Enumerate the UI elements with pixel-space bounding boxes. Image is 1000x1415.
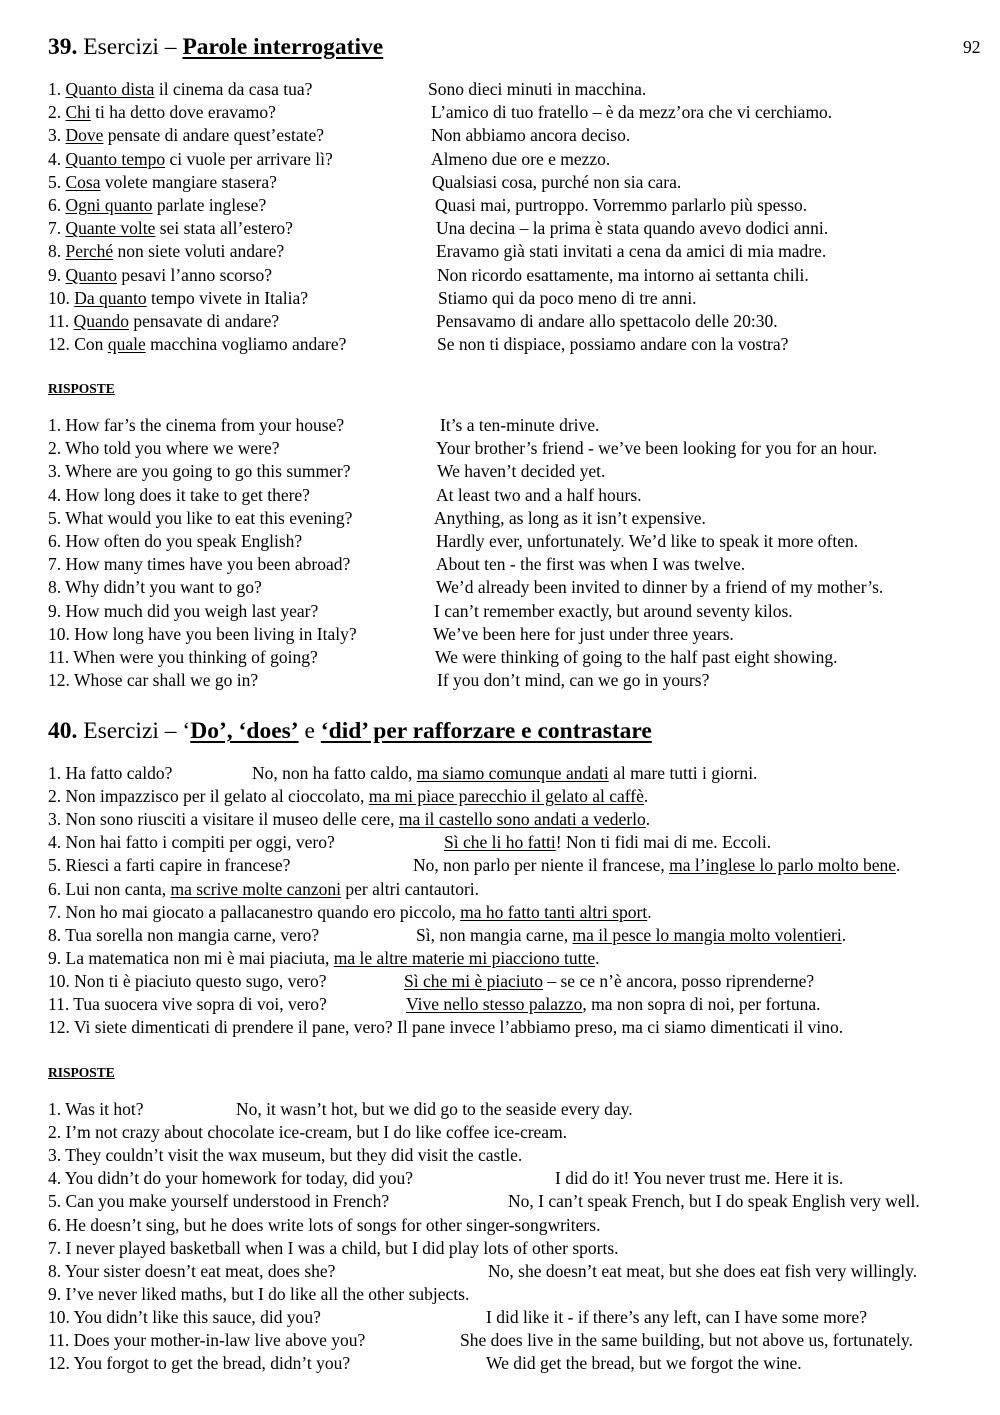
response-text: Sì, non mangia carne, (416, 924, 573, 945)
question-text: ti ha detto dove eravamo? (90, 102, 276, 123)
list-item (436, 437, 877, 459)
list-item (48, 762, 172, 784)
list-item (434, 507, 706, 529)
question-text: volete mangiare stasera? (100, 171, 277, 192)
item-number: 6. (48, 878, 62, 899)
response-emphasis: ma le altre materie mi piacciono tutte (333, 947, 596, 968)
question-word: Quante volte (65, 218, 156, 239)
answer-text: Your brother’s friend - we’ve been looking for you for an hour. (436, 438, 878, 459)
response-emphasis: Sì che mi è piaciuto (404, 970, 543, 991)
question-text: Who told you where we were? (65, 438, 280, 459)
item-number: 4. (48, 832, 62, 853)
list-item (48, 785, 648, 807)
question-word: Chi (65, 102, 91, 123)
list-item (404, 970, 814, 992)
list-item (48, 1329, 365, 1351)
list-item (48, 78, 312, 100)
item-number: 1. (48, 763, 62, 783)
question-text: Why didn’t you want to go? (65, 577, 262, 598)
response-emphasis: ma scrive molte canzoni (170, 878, 342, 899)
question-text: How far’s the cinema from your house? (65, 415, 345, 435)
answer-text: Non ricordo esattamente, ma intorno ai settanta chili. (437, 264, 809, 285)
question-text: parlate inglese? (152, 195, 267, 215)
answer-text: It’s a ten-minute drive. (440, 415, 600, 435)
risposte-label: RISPOSTE (48, 381, 115, 396)
section-prefix: Esercizi – (77, 34, 183, 60)
item-number: 5. (48, 171, 62, 192)
answer-text: Una decina – la prima è stata quando avevo dodici anni. (436, 218, 829, 239)
question-text: pensate di andare quest’estate? (103, 125, 324, 146)
answer-text: Quasi mai, purtroppo. Vorremmo parlarlo più spesso. (435, 195, 808, 215)
list-item (555, 1167, 843, 1189)
list-item (48, 1352, 350, 1374)
question-text: macchina vogliamo andare? (145, 334, 347, 355)
question-text: Can you make yourself understood in French? (65, 1191, 390, 1212)
response-text: No, non ha fatto caldo, (252, 763, 417, 783)
list-item (48, 437, 279, 459)
item-number: 7. (48, 554, 62, 575)
list-item (48, 623, 357, 645)
answer-text: Qualsiasi cosa, purché non sia cara. (432, 171, 682, 192)
question-text: What would you like to eat this evening? (65, 507, 353, 528)
list-item (437, 333, 788, 355)
list-item (508, 1190, 920, 1212)
list-item (48, 947, 600, 969)
item-number: 2. (48, 438, 62, 459)
list-item (48, 576, 262, 598)
item-number: 11. (48, 311, 70, 331)
page-number: 92 (963, 37, 981, 57)
item-number: 3. (48, 1145, 62, 1166)
item-number: 9. (48, 947, 62, 968)
response-emphasis: ma siamo comunque andati (416, 763, 609, 783)
item-text: Non ho mai giocato a pallacanestro quando ero piccolo, (65, 901, 461, 922)
list-item (435, 646, 837, 668)
list-item (431, 148, 610, 170)
answer-text: I did like it - if there’s any left, can I have some more? (486, 1306, 867, 1327)
list-item (48, 1214, 600, 1236)
list-item (48, 484, 310, 506)
item-number: 11. (48, 994, 70, 1014)
question-text: non siete voluti andare? (113, 241, 285, 262)
list-item (436, 240, 826, 262)
item-text: Lui non canta, (65, 878, 171, 899)
list-item (486, 1306, 867, 1328)
response-text: No, non parlo per niente il francese, (413, 855, 670, 876)
response-text: . (643, 786, 649, 807)
list-item (48, 460, 350, 482)
item-text: Non hai fatto i compiti per oggi, vero? (65, 832, 335, 853)
question-text: il cinema da casa tua? (154, 79, 313, 99)
section-title-2: ‘did’ per rafforzare e contrastare (320, 718, 652, 744)
item-number: 8. (48, 1260, 62, 1281)
question-text: You didn’t do your homework for today, did you? (64, 1168, 414, 1189)
question-text: You didn’t like this sauce, did you? (73, 1306, 321, 1327)
list-item (413, 854, 900, 876)
question-word: Dove (65, 125, 104, 146)
item-number: 5. (48, 855, 62, 876)
answer-text: We did get the bread, but we forgot the wine. (486, 1353, 802, 1374)
list-item (416, 924, 846, 946)
list-item (434, 600, 793, 622)
item-number: 12. (48, 670, 70, 691)
answer-text: Se non ti dispiace, possiamo andare con la vostra? (437, 334, 789, 355)
answer-text: Hardly ever, unfortunately. We’d like to speak it more often. (436, 531, 859, 551)
response-text: , ma non sopra di noi, per fortuna. (582, 994, 821, 1014)
list-item (48, 1144, 522, 1166)
question-word: quale (107, 334, 146, 355)
answer-text: Pensavamo di andare allo spettacolo delle 20:30. (436, 311, 778, 331)
question-word: Quanto (65, 264, 118, 285)
list-item (48, 310, 279, 332)
list-item (428, 78, 646, 100)
list-item (444, 831, 771, 853)
question-text: They couldn’t visit the wax museum, but they did visit the castle. (65, 1145, 523, 1166)
list-item (48, 287, 308, 309)
list-item (48, 1190, 389, 1212)
item-number: 4. (48, 1168, 62, 1189)
question-text: When were you thinking of going? (73, 647, 318, 667)
list-item (48, 808, 650, 830)
item-text: Vi siete dimenticati di prendere il pane, vero? Il pane invece l’abbiamo preso, ma ci siamo dimenticati il vino. (73, 1017, 844, 1038)
item-number: 5. (48, 1191, 62, 1212)
item-number: 3. (48, 809, 62, 830)
question-text: How often do you speak English? (65, 531, 303, 551)
item-number: 3. (48, 461, 62, 482)
question-text: Was it hot? (65, 1099, 144, 1119)
question-text: tempo vivete in Italia? (146, 287, 308, 308)
item-number: 2. (48, 786, 62, 807)
response-emphasis: Vive nello stesso palazzo (406, 994, 583, 1014)
response-text: . (595, 947, 600, 968)
item-number: 8. (48, 924, 62, 945)
answer-text: No, it wasn’t hot, but we did go to the seaside every day. (236, 1099, 633, 1119)
item-text: Non impazzisco per il gelato al cioccolato, (65, 786, 369, 807)
list-item (48, 1260, 335, 1282)
list-item (431, 124, 630, 146)
question-word: Perché (65, 241, 114, 262)
section-title: Do’, ‘does’ (190, 718, 299, 744)
list-item (48, 831, 335, 853)
list-item (48, 1167, 413, 1189)
section-39-heading (48, 32, 383, 62)
list-item (436, 217, 828, 239)
item-number: 8. (48, 241, 62, 262)
answer-text: We haven’t decided yet. (437, 461, 606, 482)
list-item (48, 1237, 619, 1259)
list-item (436, 553, 745, 575)
item-number: 10. (48, 1306, 70, 1327)
section-prefix: Esercizi – ‘ (77, 718, 191, 744)
list-item (437, 264, 809, 286)
list-item (48, 646, 318, 668)
item-number: 1. (48, 79, 62, 99)
response-text: . (841, 924, 847, 945)
list-item (48, 669, 258, 691)
risposte-label: RISPOSTE (48, 1065, 115, 1080)
item-text: Non sono riusciti a visitare il museo delle cere, (65, 809, 399, 830)
question-text: He doesn’t sing, but he does write lots of songs for other singer-songwriters. (65, 1214, 601, 1235)
list-item (436, 484, 642, 506)
question-text: How long does it take to get there? (65, 484, 310, 505)
list-item (48, 970, 327, 992)
question-text: Whose car shall we go in? (73, 670, 259, 691)
question-word: Da quanto (74, 287, 147, 308)
answer-text: She does live in the same building, but not above us, fortunately. (460, 1330, 913, 1350)
item-number: 4. (48, 484, 62, 505)
list-item (48, 414, 344, 436)
question-text: pensavate di andare? (129, 311, 280, 331)
response-emphasis: ma l’inglese lo parlo molto bene (669, 855, 897, 876)
list-item (48, 124, 324, 146)
response-text: . (645, 809, 651, 830)
list-item (437, 460, 605, 482)
answer-text: We’ve been here for just under three years. (433, 623, 734, 644)
item-number: 10. (48, 287, 70, 308)
item-number: 12. (48, 1017, 70, 1038)
answer-text: I did do it! You never trust me. Here it is. (555, 1168, 844, 1189)
response-emphasis: ma mi piace parecchio il gelato al caffè (368, 786, 644, 807)
response-emphasis: ma il pesce lo mangia molto volentieri (572, 924, 842, 945)
answer-text: No, I can’t speak French, but I do speak English very well. (508, 1191, 920, 1212)
list-item (48, 924, 319, 946)
question-text: I’m not crazy about chocolate ice-cream, but I do like coffee ice-cream. (65, 1122, 568, 1143)
question-text: Does your mother-in-law live above you? (73, 1330, 366, 1350)
list-item (48, 854, 290, 876)
response-text: per altri cantautori. (341, 878, 480, 899)
list-item (236, 1098, 633, 1120)
list-item (440, 414, 599, 436)
item-number: 8. (48, 577, 62, 598)
response-text: . (896, 855, 901, 876)
item-number: 5. (48, 507, 62, 528)
list-item (48, 217, 293, 239)
item-number: 7. (48, 1237, 62, 1258)
list-item (48, 530, 302, 552)
item-number: 7. (48, 901, 62, 922)
list-item (48, 1283, 469, 1305)
answer-text: Sono dieci minuti in macchina. (428, 79, 647, 99)
list-item (48, 901, 652, 923)
answer-text: At least two and a half hours. (436, 484, 642, 505)
section-title: Parole interrogative (182, 34, 384, 60)
question-text: Where are you going to go this summer? (65, 461, 351, 482)
section-title-mid: e (298, 718, 321, 744)
answer-text: Anything, as long as it isn’t expensive. (434, 507, 706, 528)
answer-text: I can’t remember exactly, but around seventy kilos. (434, 600, 793, 621)
item-number: 6. (48, 195, 62, 215)
item-number: 1. (48, 1099, 62, 1119)
list-item (48, 101, 276, 123)
list-item (437, 669, 709, 691)
list-item (435, 194, 807, 216)
answer-text: Non abbiamo ancora deciso. (431, 125, 631, 146)
item-number: 11. (48, 647, 70, 667)
question-text: I’ve never liked maths, but I do like all the other subjects. (65, 1283, 470, 1304)
list-item (48, 1016, 843, 1038)
item-text: Tua sorella non mangia carne, vero? (65, 924, 320, 945)
response-text: ! Non ti fidi mai di me. Eccoli. (555, 832, 772, 853)
list-item (436, 576, 883, 598)
list-item (48, 1121, 567, 1143)
list-item (48, 333, 346, 355)
item-number: 10. (48, 970, 70, 991)
question-text: ci vuole per arrivare lì? (165, 148, 333, 169)
list-item (431, 101, 832, 123)
item-number: 12. (48, 1353, 70, 1374)
item-number: 1. (48, 415, 62, 435)
response-text: . (647, 901, 652, 922)
question-text: How much did you weigh last year? (65, 600, 319, 621)
answer-text: We’d already been invited to dinner by a friend of my mother’s. (436, 577, 884, 598)
list-item (460, 1329, 913, 1351)
response-emphasis: Sì che li ho fatti (444, 832, 556, 853)
item-text: La matematica non mi è mai piaciuta, (65, 947, 334, 968)
item-text: Non ti è piaciuto questo sugo, vero? (74, 970, 327, 991)
item-number: 9. (48, 264, 62, 285)
item-number: 2. (48, 1122, 62, 1143)
item-text: Tua suocera vive sopra di voi, vero? (73, 994, 327, 1014)
list-item (48, 240, 284, 262)
response-text: al mare tutti i giorni. (608, 763, 758, 783)
item-number: 10. (48, 623, 70, 644)
list-item (48, 507, 352, 529)
question-word: Quanto dista (65, 79, 155, 99)
item-number: 6. (48, 531, 62, 551)
list-item (48, 264, 272, 286)
answer-text: If you don’t mind, can we go in yours? (437, 670, 710, 691)
list-item (406, 993, 820, 1015)
item-number: 2. (48, 102, 62, 123)
list-item (48, 148, 333, 170)
item-number: 4. (48, 148, 62, 169)
answer-text: About ten - the first was when I was twelve. (436, 554, 746, 575)
response-text: – se ce n’è ancora, posso riprenderne? (543, 970, 815, 991)
question-word: Quanto tempo (65, 148, 166, 169)
list-item (432, 171, 681, 193)
item-number: 11. (48, 1330, 70, 1350)
answer-text: Stiamo qui da poco meno di tre anni. (438, 287, 697, 308)
item-number: 7. (48, 218, 62, 239)
list-item (486, 1352, 802, 1374)
question-word: Quando (73, 311, 130, 331)
item-text: Riesci a farti capire in francese? (65, 855, 291, 876)
question-text: How long have you been living in Italy? (74, 623, 357, 644)
answer-text: We were thinking of going to the half past eight showing. (435, 647, 838, 667)
response-emphasis: ma ho fatto tanti altri sport (460, 901, 648, 922)
question-text: pesavi l’anno scorso? (117, 264, 273, 285)
answer-text: No, she doesn’t eat meat, but she does eat fish very willingly. (488, 1260, 918, 1281)
list-item (48, 1098, 144, 1120)
list-item (436, 310, 778, 332)
section-40-heading (48, 716, 652, 746)
list-item (433, 623, 734, 645)
question-text: Con (74, 334, 108, 355)
section-number: 40. (48, 718, 78, 744)
list-item (48, 194, 266, 216)
list-item (48, 600, 318, 622)
answer-text: Almeno due ore e mezzo. (431, 148, 611, 169)
item-number: 9. (48, 600, 62, 621)
question-text: I never played basketball when I was a child, but I did play lots of other sports. (65, 1237, 619, 1258)
list-item (48, 878, 479, 900)
question-word: Ogni quanto (65, 195, 153, 215)
item-number: 9. (48, 1283, 62, 1304)
list-item (48, 171, 277, 193)
item-number: 6. (48, 1214, 62, 1235)
question-text: You forgot to get the bread, didn’t you? (73, 1353, 351, 1374)
question-text: sei stata all’estero? (155, 218, 293, 239)
question-word: Cosa (65, 171, 101, 192)
item-number: 3. (48, 125, 62, 146)
list-item (488, 1260, 917, 1282)
list-item (48, 993, 327, 1015)
section-number: 39. (48, 34, 78, 60)
item-number: 12. (48, 334, 70, 355)
list-item (438, 287, 697, 309)
item-text: Ha fatto caldo? (65, 763, 173, 783)
question-text: Your sister doesn’t eat meat, does she? (64, 1260, 336, 1281)
response-emphasis: ma il castello sono andati a vederlo (398, 809, 646, 830)
answer-text: L’amico di tuo fratello – è da mezz’ora che vi cerchiamo. (431, 102, 833, 123)
list-item (436, 530, 858, 552)
list-item (48, 553, 350, 575)
answer-text: Eravamo già stati invitati a cena da amici di mia madre. (436, 241, 827, 262)
list-item (48, 1306, 321, 1328)
list-item (252, 762, 757, 784)
question-text: How many times have you been abroad? (65, 554, 351, 575)
